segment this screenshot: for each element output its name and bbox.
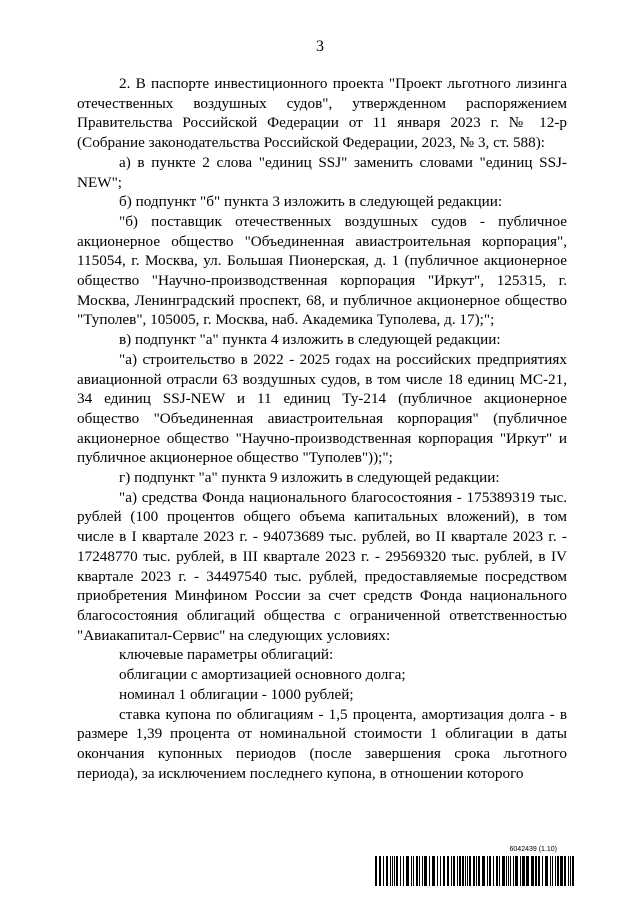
barcode-bar xyxy=(451,856,452,886)
barcode-bar xyxy=(550,856,551,886)
paragraph: ставка купона по облигациям - 1,5 процента, амортизация долга - в размере 1,39 процента от номинальной стоимости 1 облигации в даты окончания купонных периодов (после завершения срока льготного периода), за исключением последнего купона, в отношении которого xyxy=(77,705,567,782)
barcode-bar xyxy=(392,856,393,886)
barcode-bar xyxy=(469,856,471,886)
barcode-bar xyxy=(508,856,509,886)
barcode-bar xyxy=(538,856,540,886)
barcode-bar xyxy=(465,856,466,886)
page-number: 3 xyxy=(316,38,324,55)
barcode-bar xyxy=(568,856,569,886)
paragraph: г) подпункт "а" пункта 9 изложить в следующей редакции: xyxy=(119,469,500,487)
document-body xyxy=(77,74,567,783)
paragraph: ключевые параметры облигаций: xyxy=(119,646,334,664)
barcode-bar xyxy=(513,856,514,886)
barcode-bar xyxy=(487,856,488,886)
barcode-bar xyxy=(406,856,409,886)
barcode-bar xyxy=(535,856,537,886)
barcode-bar xyxy=(473,856,475,886)
barcode-bar xyxy=(545,856,548,886)
barcode-caption: 6042439 (1.10) xyxy=(509,846,557,853)
barcode-bar xyxy=(510,856,511,886)
barcode-bar xyxy=(459,856,461,886)
barcode-bar xyxy=(560,856,563,886)
barcode-bar xyxy=(467,856,468,886)
barcode-bar xyxy=(552,856,553,886)
barcode-block xyxy=(375,846,575,890)
barcode-bar xyxy=(432,856,435,886)
barcode-bar xyxy=(386,856,388,886)
barcode-bar xyxy=(489,856,491,886)
barcode-bar xyxy=(413,856,414,886)
barcode-bar xyxy=(383,856,384,886)
barcode-bar xyxy=(564,856,566,886)
paragraph: б) подпункт "б" пункта 3 изложить в следующей редакции: xyxy=(119,193,503,211)
barcode-bar xyxy=(476,856,477,886)
paragraph: "а) средства Фонда национального благосостояния - 175389319 тыс. рублей (100 процентов общего объема капитальных вложений), в том числе в I квартале 2023 г. - 94073689 тыс. рублей, во II квартале 2023 г. - 17248770 тыс. рублей, в III квартале 2023 г. - 29569320 тыс. рублей, в IV квартале 2023 г. - 34497540 тыс. рублей, предоставляемые посредством приобретения Минфином России за счет средств Фонда национального благосостояния облигаций общества с ограниченной ответственностью "Авиакапитал-Сервис" на следующих условиях: xyxy=(77,488,567,644)
paragraph: "б) поставщик отечественных воздушных судов - публичное акционерное общество "Объединенная авиастроительная корпорация", 115054, г. Москва, ул. Большая Пионерская, д. 1 (публичное акционерное общество "Научно-производственная корпорация "Иркут", 125315, г. Москва, Ленинградский проспект, 68, и публичное акционерное общество "Туполев", 105005, г. Москва, наб. Академика Туполева, д. 17);"; xyxy=(77,212,567,329)
barcode-bar xyxy=(394,856,395,886)
barcode-bar xyxy=(379,856,381,886)
barcode-bar xyxy=(499,856,500,886)
barcode-bar xyxy=(572,856,574,886)
barcode-bar xyxy=(555,856,556,886)
barcode-bar xyxy=(375,856,377,886)
barcode-bar xyxy=(400,856,401,886)
barcode-bar xyxy=(502,856,505,886)
barcode-bar xyxy=(422,856,423,886)
barcode-bar xyxy=(570,856,571,886)
paragraph: в) подпункт "а" пункта 4 изложить в следующей редакции: xyxy=(119,331,501,349)
barcode-bar xyxy=(396,856,398,886)
barcode-bar xyxy=(520,856,521,886)
barcode-bar xyxy=(493,856,494,886)
barcode-bar xyxy=(453,856,455,886)
barcode-bar xyxy=(522,856,525,886)
barcode-bar xyxy=(437,856,438,886)
paragraph: а) в пункте 2 слова "единиц SSJ" заменить словами "единиц SSJ-NEW"; xyxy=(77,153,567,191)
barcode-bar xyxy=(542,856,543,886)
barcode-bar xyxy=(447,856,449,886)
barcode-bar xyxy=(515,856,518,886)
barcode-bar xyxy=(531,856,534,886)
paragraph: облигации с амортизацией основного долга; xyxy=(119,666,406,684)
barcode-bar xyxy=(403,856,404,886)
barcode-bar xyxy=(443,856,445,886)
barcode-bar xyxy=(416,856,418,886)
barcode-bar xyxy=(424,856,427,886)
barcode-bar xyxy=(462,856,464,886)
barcode-bar xyxy=(557,856,559,886)
barcode-bar xyxy=(526,856,529,886)
paragraph: 2. В паспорте инвестиционного проекта "Проект льготного лизинга отечественных воздушных судов", утвержденном распоряжением Правительства Российской Федерации от 11 января 2023 г. № 12-р (Собрание законодательства Российской Федерации, 2023, № 3, ст. 588): xyxy=(77,75,567,152)
barcode-bar xyxy=(478,856,480,886)
barcode-bar xyxy=(496,856,498,886)
barcode-bar xyxy=(482,856,485,886)
barcode-bar xyxy=(457,856,458,886)
paragraph: номинал 1 облигации - 1000 рублей; xyxy=(119,685,354,703)
barcode-bar xyxy=(390,856,391,886)
barcode-image xyxy=(375,856,575,886)
barcode-bar xyxy=(440,856,441,886)
paragraph: "а) строительство в 2022 - 2025 годах на российских предприятиях авиационной отрасли 63 воздушных судов, в том числе 18 единиц МС-21, 34 единиц SSJ-NEW и 11 единиц Ту-214 (публичное акционерное общество "Объединенная авиастроительная корпорация" (публичное акционерное общество "Научно-производственная корпорация "Иркут" и публичное акционерное общество "Туполев"));"; xyxy=(77,350,567,467)
barcode-bar xyxy=(429,856,430,886)
barcode-bar xyxy=(411,856,412,886)
barcode-bar xyxy=(506,856,507,886)
barcode-bar xyxy=(419,856,420,886)
